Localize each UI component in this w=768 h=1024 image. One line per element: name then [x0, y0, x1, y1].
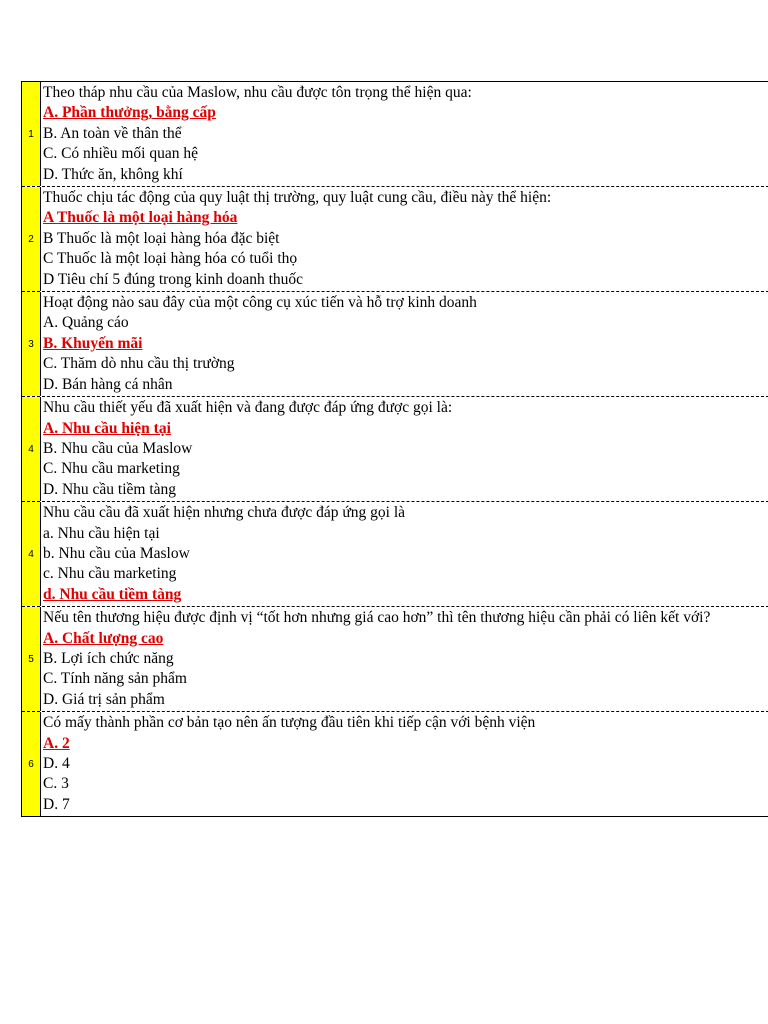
option-d: D. Giá trị sản phẩm: [43, 690, 165, 708]
option-d: D. 7: [43, 795, 70, 813]
option-b: B. Lợi ích chức năng: [43, 649, 174, 667]
option-a-correct: A. Nhu cầu hiện tại: [43, 419, 171, 437]
option-a-correct: A. 2: [43, 734, 70, 752]
option-c: C Thuốc là một loại hàng hóa có tuổi thọ: [43, 250, 298, 268]
question-text: Có mấy thành phần cơ bản tạo nên ấn tượng đầu tiên khi tiếp cận với bệnh viện: [43, 714, 536, 732]
question-number: 5: [22, 607, 41, 711]
question-number: 4: [22, 502, 41, 606]
question-body: [41, 292, 768, 396]
question-sheet: [21, 81, 768, 817]
question-number: 6: [22, 712, 41, 816]
question-text: Nếu tên thương hiệu được định vị “tốt hơn nhưng giá cao hơn” thì tên thương hiệu cần phải có liên kết với?: [43, 609, 711, 627]
option-b: B. An toàn về thân thể: [43, 124, 182, 142]
option-c: C. Thăm dò nhu cầu thị trường: [43, 355, 235, 373]
question-row: [22, 292, 768, 397]
question-body: [41, 607, 768, 711]
option-d: D. Bán hàng cá nhân: [43, 375, 173, 393]
question-body: [41, 187, 768, 291]
question-body: [41, 502, 768, 606]
question-text: Theo tháp nhu cầu của Maslow, nhu cầu được tôn trọng thể hiện qua:: [43, 84, 472, 101]
option-b-correct: B. Khuyến mãi: [43, 334, 143, 352]
question-number: 3: [22, 292, 41, 396]
option-a: A. Quảng cáo: [43, 314, 129, 332]
option-a-correct: A. Phần thưởng, bằng cấp: [43, 104, 216, 122]
question-row: [22, 502, 768, 607]
option-a: a. Nhu cầu hiện tại: [43, 524, 160, 542]
option-d: D. Nhu cầu tiềm tàng: [43, 480, 177, 498]
question-body: [41, 82, 768, 186]
option-c: C. Có nhiều mối quan hệ: [43, 145, 198, 163]
question-row: [22, 712, 768, 817]
question-number: 1: [22, 82, 41, 186]
option-c: c. Nhu cầu marketing: [43, 565, 177, 583]
question-body: [41, 712, 768, 816]
question-text: Hoạt động nào sau đây của một công cụ xúc tiến và hỗ trợ kinh doanh: [43, 294, 477, 312]
option-d: D. Thức ăn, không khí: [43, 165, 183, 183]
option-c: C. Nhu cầu marketing: [43, 460, 180, 478]
option-d: D Tiêu chí 5 đúng trong kinh doanh thuốc: [43, 270, 304, 288]
question-row: [22, 607, 768, 712]
question-row: [22, 82, 768, 187]
question-row: [22, 187, 768, 292]
option-c: C. 3: [43, 775, 69, 793]
option-b: B Thuốc là một loại hàng hóa đặc biệt: [43, 229, 280, 247]
option-b: b. Nhu cầu của Maslow: [43, 544, 190, 562]
option-d-correct: d. Nhu cầu tiềm tàng: [43, 585, 182, 603]
option-a-correct: A Thuốc là một loại hàng hóa: [43, 209, 238, 227]
question-body: [41, 397, 768, 501]
option-a-correct: A. Chất lượng cao: [43, 629, 164, 647]
question-row: [22, 397, 768, 502]
option-c: C. Tính năng sản phẩm: [43, 670, 187, 688]
question-text: Nhu cầu thiết yếu đã xuất hiện và đang được đáp ứng được gọi là:: [43, 399, 453, 417]
question-number: 4: [22, 397, 41, 501]
option-b: B. Nhu cầu của Maslow: [43, 439, 193, 457]
question-number: 2: [22, 187, 41, 291]
question-text: Thuốc chịu tác động của quy luật thị trường, quy luật cung cầu, điều này thể hiện:: [43, 189, 552, 207]
question-text: Nhu cầu cầu đã xuất hiện nhưng chưa được đáp ứng gọi là: [43, 504, 406, 522]
option-b: D. 4: [43, 755, 70, 772]
